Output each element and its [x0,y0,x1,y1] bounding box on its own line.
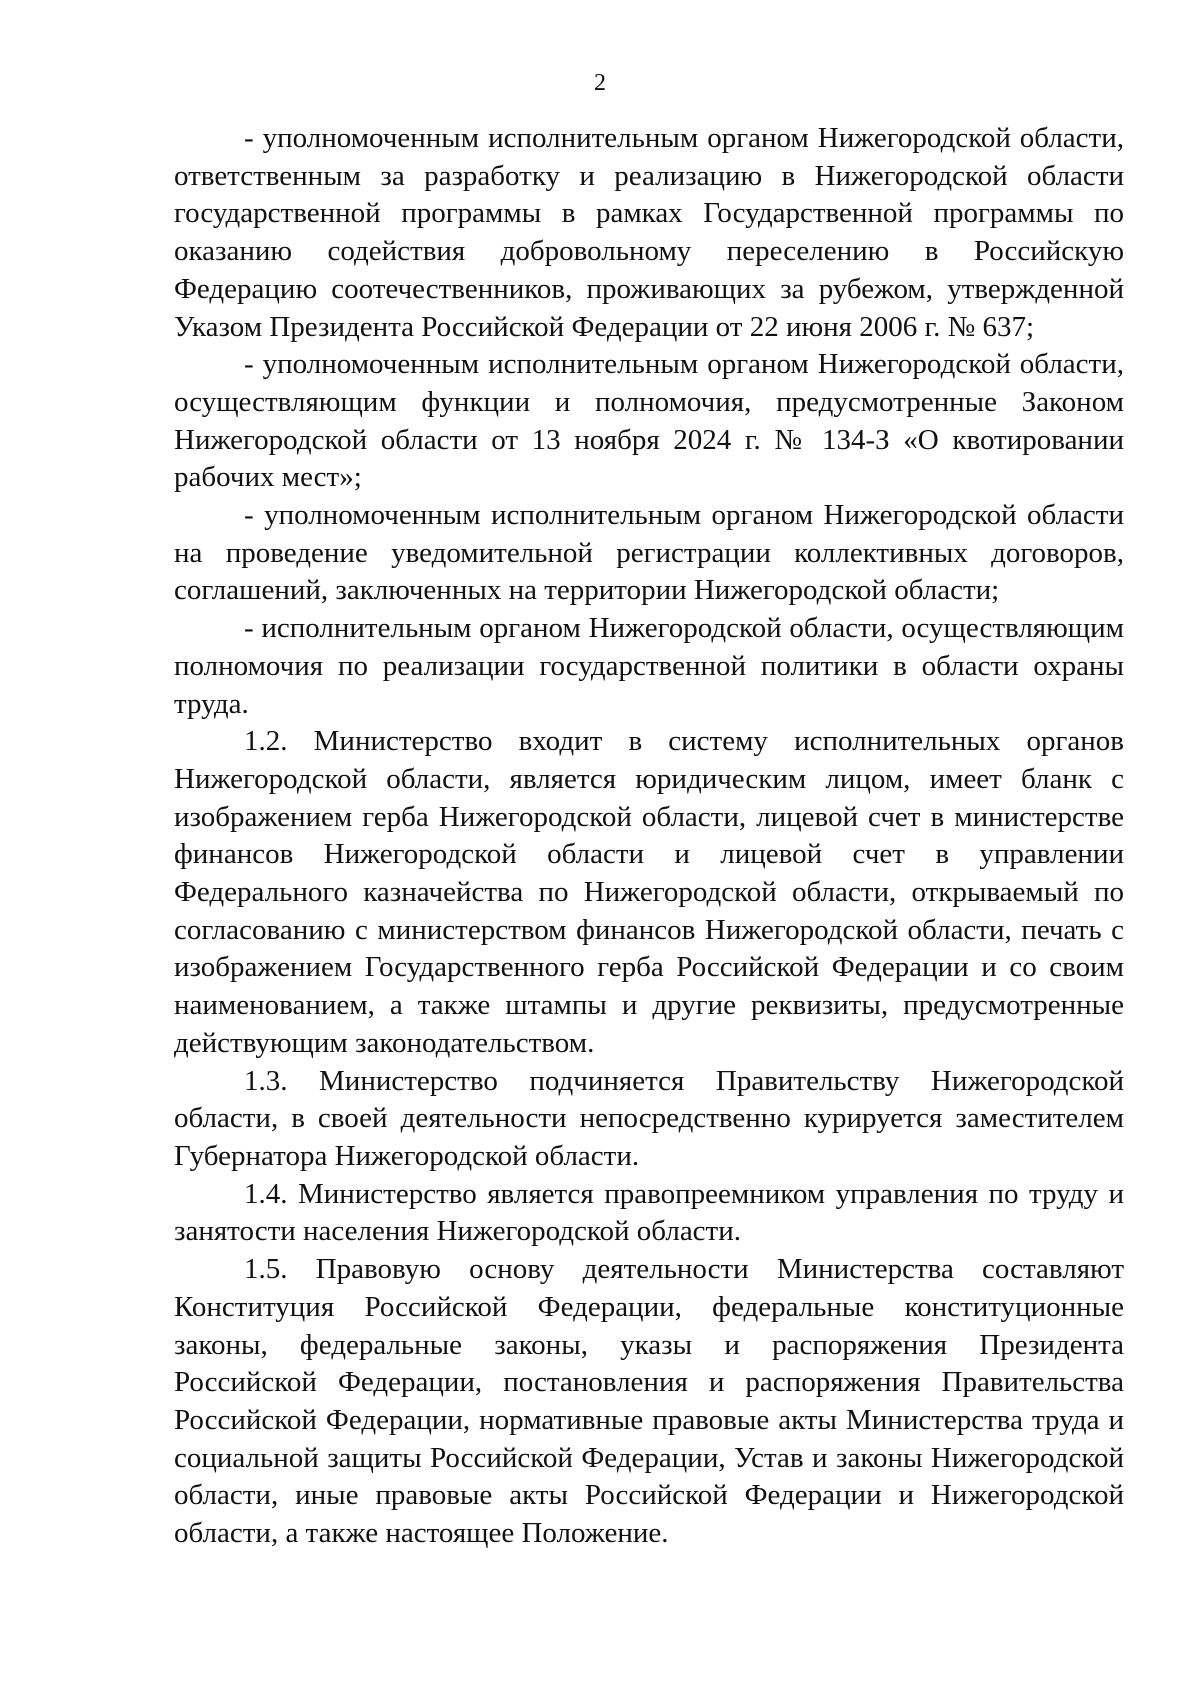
paragraph-item-collective-agreements: - уполномоченным исполнительным органом Нижегородской области на проведение уведомительной регистрации коллективных договоров, соглашений, заключенных на территории Нижегородской области; [174,499,1124,607]
document-body [174,120,1124,1553]
paragraph-1-5: 1.5. Правовую основу деятельности Министерства составляют Конституция Российской Федерации, федеральные конституционные законы, федеральные законы, указы и распоряжения Президента Российской Федерации, постановления и распоряжения Правительства Российской Федерации, нормативные правовые акты Министерства труда и социальной защиты Российской Федерации, Устав и законы Нижегородской области, иные правовые акты Российской Федерации и Нижегородской области, а также настоящее Положение. [174,1253,1124,1550]
paragraph-1-2: 1.2. Министерство входит в систему исполнительных органов Нижегородской области, является юридическим лицом, имеет бланк с изображением герба Нижегородской области, лицевой счет в министерстве финансов Нижегородской области и лицевой счет в управлении Федерального казначейства по Нижегородской области, открываемый по согласованию с министерством финансов Нижегородской области, печать с изображением Государственного герба Российской Федерации и со своим наименованием, а также штампы и другие реквизиты, предусмотренные действующим законодательством. [174,725,1124,1059]
paragraph-item-labor-protection: - исполнительным органом Нижегородской области, осуществляющим полномочия по реализации государственной политики в области охраны труда. [174,612,1124,720]
page-number: 2 [594,70,606,96]
paragraph-item-program-resettlement: - уполномоченным исполнительным органом Нижегородской области, ответственным за разработку и реализацию в Нижегородской области государственной программы в рамках Государственной программы по оказанию содействия добровольному переселению в Российскую Федерацию соотечественников, проживающих за рубежом, утвержденной Указом Президента Российской Федерации от 22 июня 2006 г. № 637; [174,122,1124,343]
paragraph-item-job-quota: - уполномоченным исполнительным органом Нижегородской области, осуществляющим функции и полномочия, предусмотренные Законом Нижегородской области от 13 ноября 2024 г. № 134-З «О квотировании рабочих мест»; [174,348,1124,494]
paragraph-1-3: 1.3. Министерство подчиняется Правительству Нижегородской области, в своей деятельности непосредственно курируется заместителем Губернатора Нижегородской области. [174,1064,1124,1172]
paragraph-1-4: 1.4. Министерство является правопреемником управления по труду и занятости населения Нижегородской области. [174,1177,1124,1248]
